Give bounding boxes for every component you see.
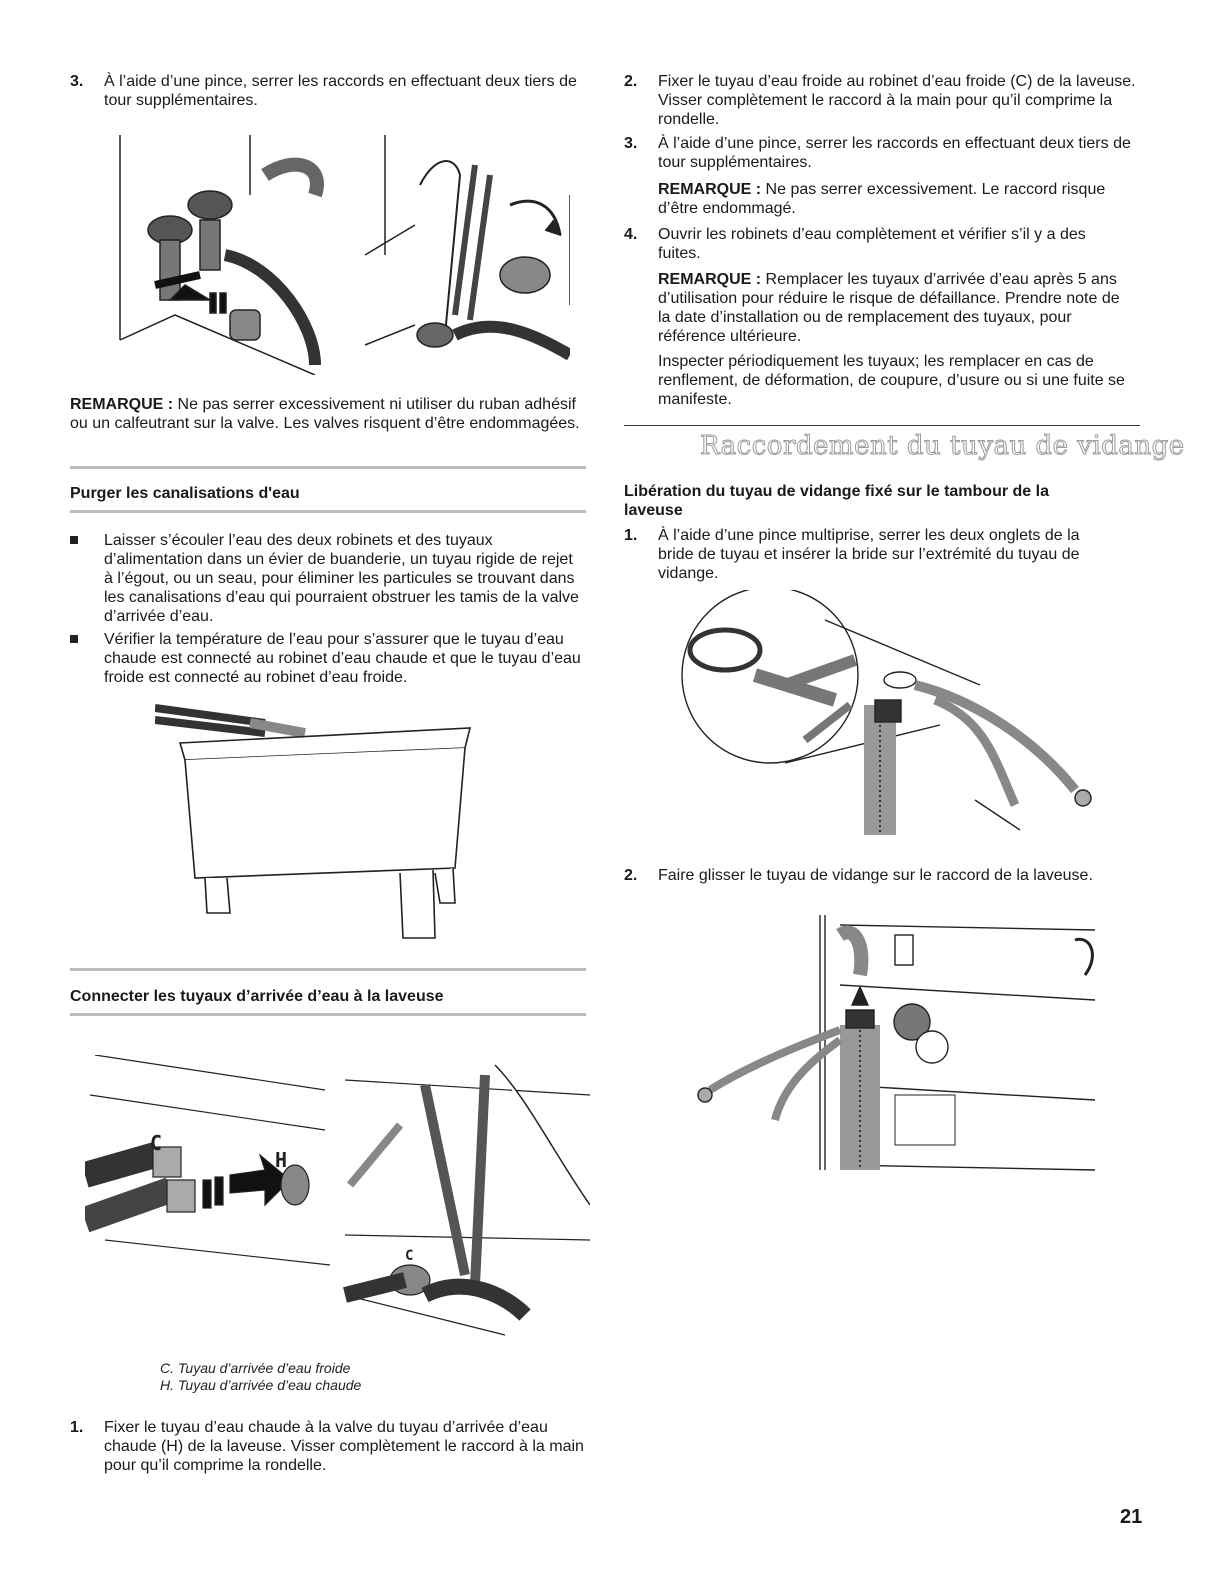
label-c-small: C [405,1248,414,1264]
caption-c: C. Tuyau d’arrivée d’eau froide [160,1360,351,1376]
step-number: 2. [624,867,638,884]
drain-heading: Libération du tuyau de vidange fixé sur le tambour de la laveuse [624,483,1049,519]
step-number: 4. [624,226,638,243]
valve-panel-right [365,135,570,355]
step-number: 2. [624,73,638,90]
label-h: H [275,1148,288,1172]
bullet-text: Laisser s’écouler l’eau des deux robinets et des tuyaux d’alimentation dans un évier de buanderie, un tuyau rigide de rejet à l’égout, ou un seau, pour éliminer les particules se trouvant dans les canalisations d’eau qui pourraient obstruer les tamis de la valve d’arrivée d’eau. [104,532,579,625]
divider [70,968,586,971]
divider [70,1013,586,1016]
caption-h: H. Tuyau d’arrivée d’eau chaude [160,1377,362,1393]
bullet-square-icon [70,536,78,544]
drain-hose-slide-illustration [690,915,1100,1175]
section-title: Raccordement du tuyau de vidange [700,431,1185,461]
left-note-1 [70,395,586,433]
hose-connection-illustration [85,1055,590,1345]
step-text: À l’aide d’une pince multiprise, serrer les deux onglets de la bride de tuyau et insérer la bride sur l’extrémité du tuyau de vidange. [658,527,1080,582]
step-number: 1. [624,527,638,544]
step-text: À l’aide d’une pince, serrer les raccords en effectuant deux tiers de tour supplémentaires. [658,135,1131,171]
step-text: Fixer le tuyau d’eau chaude à la valve du tuyau d’arrivée d’eau chaude (H) de la laveuse. Visser complètement le raccord à la main pour qu’il comprime la rondelle. [104,1419,584,1474]
right-inspect-text: Inspecter périodiquement les tuyaux; les remplacer en cas de renflement, de déformation, de coupure, d’usure ou si une fuite se manifeste. [658,353,1125,408]
section-divider [624,425,1140,426]
note-text: Remplacer les tuyaux d’arrivée d’eau après 5 ans d’utilisation pour réduire le risque de défaillance. Prendre note de la date d’installation ou de remplacement des tuyaux, pour référence ultérieure. [658,271,1120,345]
note-text: Ne pas serrer excessivement ni utiliser du ruban adhésif ou un calfeutrant sur la valve. Les valves risquent d’être endommagées. [70,396,580,432]
step-number: 3. [70,73,84,90]
page-number: 21 [1120,1506,1143,1528]
step-text: Ouvrir les robinets d’eau complètement et vérifier s’il y a des fuites. [658,226,1086,262]
divider [70,466,586,469]
hose-clamp-illustration [675,590,1100,840]
step-text: Fixer le tuyau d’eau froide au robinet d’eau froide (C) de la laveuse. Visser complètement le raccord à la main pour qu’il comprime la rondelle. [658,73,1136,128]
note-text: Ne pas serrer excessivement. Le raccord risque d’être endommagé. [658,181,1106,217]
purge-heading: Purger les canalisations d'eau [70,485,300,502]
label-c: C [150,1131,163,1155]
laundry-tub-illustration [155,698,475,948]
divider [70,510,586,513]
step-text: À l’aide d’une pince, serrer les raccords en effectuant deux tiers de tour supplémentaires. [104,73,577,109]
note-label: REMARQUE : [658,181,762,198]
bullet-square-icon [70,635,78,643]
valve-panel-left [120,135,317,375]
note-label: REMARQUE : [658,271,762,288]
step-number: 3. [624,135,638,152]
note-label: REMARQUE : [70,396,174,413]
right-note-4 [658,270,1128,346]
bullet-text: Vérifier la température de l’eau pour s’assurer que le tuyau d’eau chaude est connecté au robinet d’eau chaude et que le tuyau d’eau froide est connecté au robinet d’eau froide. [104,631,581,686]
right-note-3 [658,180,1128,218]
connect-heading: Connecter les tuyaux d’arrivée d’eau à la laveuse [70,988,444,1005]
step-number: 1. [70,1419,84,1436]
step-text: Faire glisser le tuyau de vidange sur le raccord de la laveuse. [658,867,1093,884]
valve-tightening-illustration [115,135,570,375]
